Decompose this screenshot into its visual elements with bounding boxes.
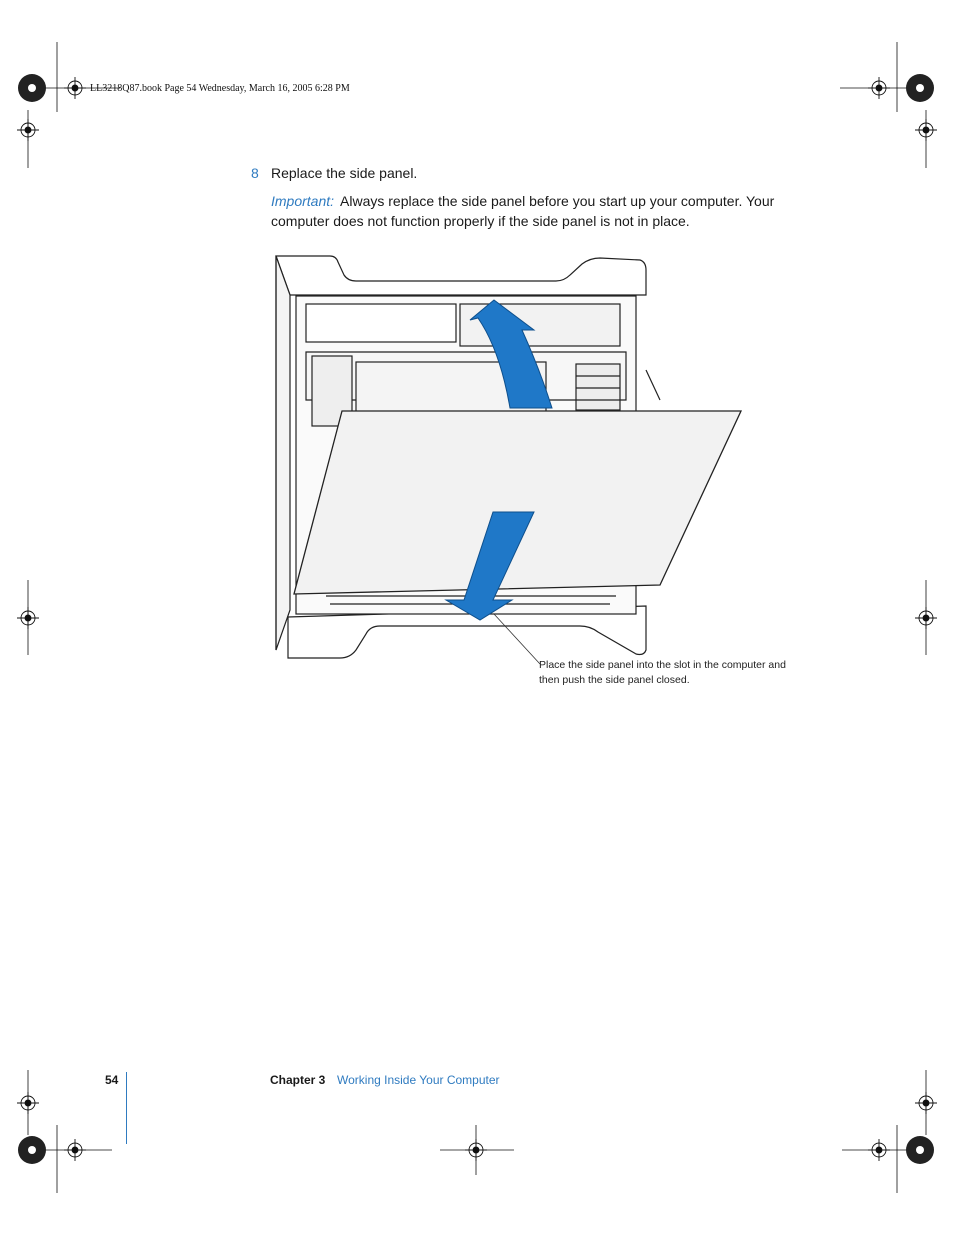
footer-chapter-title: Working Inside Your Computer: [337, 1073, 500, 1087]
page-number: 54: [105, 1073, 119, 1087]
important-label: Important:: [271, 193, 335, 209]
footer-chapter: Chapter 3: [270, 1073, 326, 1087]
figure-callout: Place the side panel into the slot in the computer and then push the side panel closed.: [539, 659, 786, 686]
file-slug: LL3218Q87.book Page 54 Wednesday, March 16, 2005 6:28 PM: [90, 83, 350, 94]
step-text: Replace the side panel.: [271, 165, 418, 181]
important-text: Always replace the side panel before you start up your computer. Your computer does not function properly if the side panel is not in place.: [271, 193, 775, 229]
step-number: 8: [251, 165, 259, 181]
side-panel: [294, 411, 741, 594]
footer-rule: [126, 1072, 127, 1144]
